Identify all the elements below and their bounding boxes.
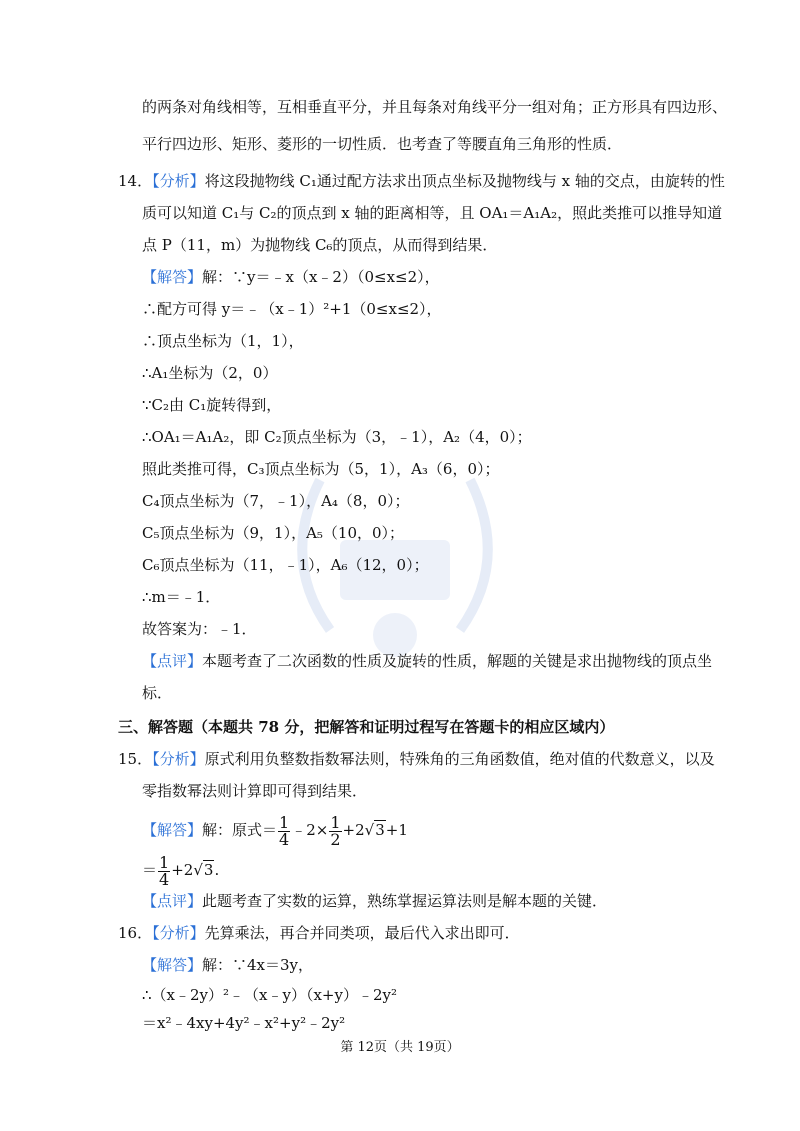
text-line: ∴OA₁＝A₁A₂，即 C₂顶点坐标为（3，﹣1），A₂（4，0）； bbox=[142, 428, 532, 446]
text-line: C₆顶点坐标为（11，﹣1），A₆（12，0）； bbox=[142, 556, 429, 574]
text-line: 点 P（11，m）为抛物线 C₆的顶点，从而得到结果． bbox=[142, 236, 498, 254]
text-line: ∴配方可得 y＝﹣（x﹣1）²+1（0≤x≤2）， bbox=[142, 300, 442, 318]
comment-tag: 【点评】 bbox=[142, 892, 203, 910]
section-heading: 三、解答题（本题共 78 分，把解答和证明过程写在答题卡的相应区域内） bbox=[118, 718, 615, 736]
question-number: 15． bbox=[118, 750, 153, 768]
text-line: ∴A₁坐标为（2，0） bbox=[142, 364, 278, 382]
fraction bbox=[329, 812, 341, 849]
text-line: 故答案为：﹣1． bbox=[142, 620, 257, 638]
sqrt-icon: √ bbox=[364, 821, 375, 839]
fraction-numerator: 1 bbox=[159, 852, 170, 872]
fraction-denominator: 4 bbox=[159, 869, 170, 889]
comment-tag: 【点评】 bbox=[142, 652, 203, 670]
text-line: 标． bbox=[142, 684, 173, 702]
q15-answer-line bbox=[142, 808, 408, 852]
square-root bbox=[193, 848, 214, 892]
fraction bbox=[278, 812, 290, 849]
comment-line bbox=[142, 890, 607, 912]
answer-text: ﹣2× bbox=[291, 821, 329, 839]
answer-text: +1 bbox=[385, 821, 408, 839]
answer-text: 解：∵4x＝3y， bbox=[202, 956, 314, 974]
analysis-tag: 【分析】 bbox=[152, 924, 205, 942]
fraction-denominator: 4 bbox=[279, 829, 290, 849]
comment-text: 本题考查了二次函数的性质及旋转的性质，解题的关键是求出抛物线的顶点坐 bbox=[202, 652, 713, 670]
answer-line bbox=[142, 954, 313, 976]
radicand: 3 bbox=[203, 861, 214, 879]
analysis-text: 先算乘法，再合并同类项，最后代入求出即可． bbox=[204, 924, 520, 942]
comment-line bbox=[142, 650, 712, 672]
text-line: 零指数幂法则计算即可得到结果． bbox=[142, 782, 368, 800]
analysis-tag: 【分析】 bbox=[152, 172, 205, 190]
q14-analysis-line bbox=[118, 170, 725, 192]
answer-tag: 【解答】 bbox=[142, 821, 203, 839]
square-root bbox=[365, 808, 386, 852]
answer-text: +2 bbox=[171, 861, 194, 879]
radicand: 3 bbox=[375, 821, 385, 839]
answer-tag: 【解答】 bbox=[142, 268, 203, 286]
fraction-denominator: 2 bbox=[330, 829, 341, 849]
answer-text: . bbox=[214, 861, 220, 879]
fraction bbox=[158, 852, 170, 889]
analysis-text: 原式利用负整数指数幂法则，特殊角的三角函数值，绝对值的代数意义，以及 bbox=[204, 750, 715, 768]
q16-analysis-line bbox=[118, 922, 520, 944]
fraction-numerator: 1 bbox=[330, 812, 341, 832]
text-line: C₄顶点坐标为（7，﹣1），A₄（8，0）； bbox=[142, 492, 410, 510]
answer-text: 解：原式＝ bbox=[202, 821, 278, 839]
analysis-tag: 【分析】 bbox=[152, 750, 205, 768]
text-line: C₅顶点坐标为（9，1），A₅（10，0）； bbox=[142, 524, 405, 542]
q15-result-line bbox=[142, 848, 219, 892]
text-line: ∴（x﹣2y）²﹣（x﹣y）（x+y）﹣2y² bbox=[142, 986, 398, 1004]
text-line: 的两条对角线相等，互相垂直平分，并且每条对角线平分一组对角；正方形具有四边形、 bbox=[142, 98, 728, 116]
sqrt-icon: √ bbox=[193, 861, 203, 879]
answer-line bbox=[142, 266, 440, 288]
fraction-numerator: 1 bbox=[279, 812, 290, 832]
q15-analysis-line bbox=[118, 748, 715, 770]
question-number: 16． bbox=[118, 924, 153, 942]
text-line: ∴m＝﹣1． bbox=[142, 588, 221, 606]
page-footer: 第 12页（共 19页） bbox=[340, 1040, 460, 1055]
answer-text: 解：∵y＝﹣x（x﹣2）（0≤x≤2）， bbox=[202, 268, 440, 286]
text-line: 照此类推可得，C₃顶点坐标为（5，1），A₃（6，0）； bbox=[142, 460, 500, 478]
text-line: 平行四边形、矩形、菱形的一切性质．也考查了等腰直角三角形的性质． bbox=[142, 135, 623, 153]
answer-text: +2 bbox=[342, 821, 365, 839]
answer-tag: 【解答】 bbox=[142, 956, 203, 974]
answer-text: ＝ bbox=[142, 861, 158, 879]
text-line: ∴顶点坐标为（1，1）， bbox=[142, 332, 304, 350]
question-number: 14． bbox=[118, 172, 153, 190]
text-line: ∵C₂由 C₁旋转得到， bbox=[142, 396, 282, 414]
analysis-text: 将这段抛物线 C₁通过配方法求出顶点坐标及抛物线与 x 轴的交点，由旋转的性 bbox=[204, 172, 725, 190]
comment-text: 此题考查了实数的运算，熟练掌握运算法则是解本题的关键． bbox=[202, 892, 608, 910]
text-line: ＝x²﹣4xy+4y²﹣x²+y²﹣2y² bbox=[142, 1014, 346, 1032]
text-line: 质可以知道 C₁与 C₂的顶点到 x 轴的距离相等，且 OA₁＝A₁A₂，照此类推可以推导知道 bbox=[142, 204, 723, 222]
